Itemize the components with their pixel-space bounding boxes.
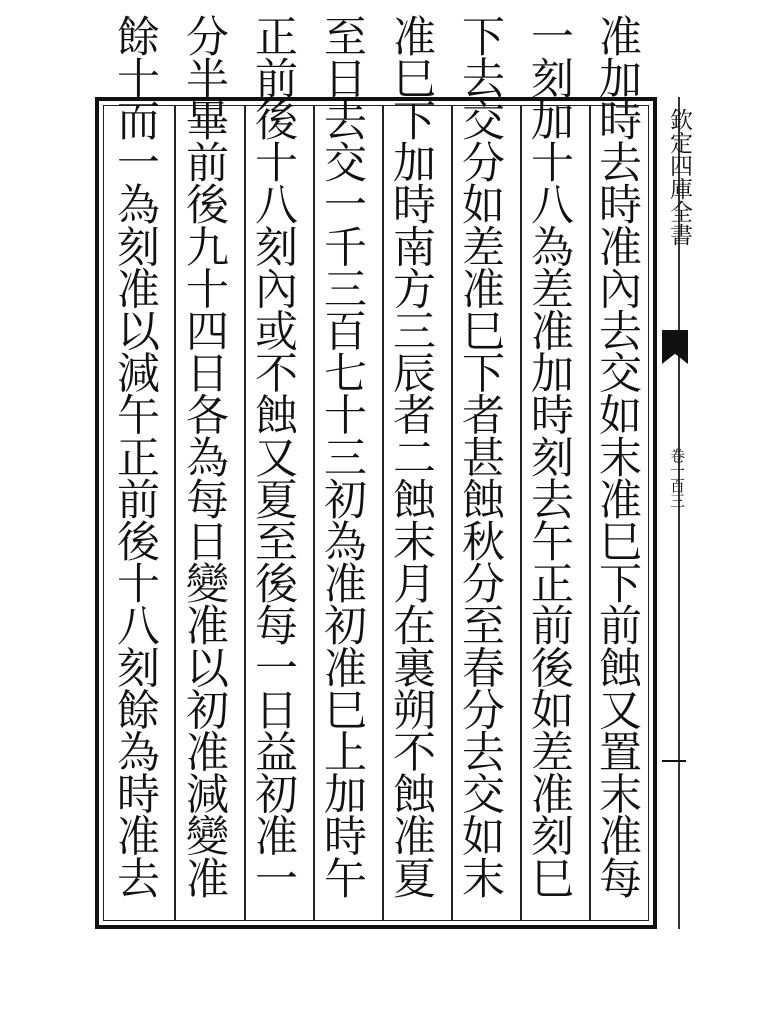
- text-column-5: 至日去交一千三百七十三初為准初准巳上加時午: [317, 14, 367, 899]
- text-column-3: 下去交分如差准巳下者甚蝕秋分至春分去交如末: [455, 14, 505, 899]
- column-rule: [174, 106, 176, 920]
- text-column-1: 准加時去時准內去交如末准巳下前蝕又置末准每: [592, 14, 642, 899]
- margin-tick: [662, 760, 686, 762]
- margin-volume-label: 卷一百三: [668, 448, 686, 508]
- text-column-7: 分半畢前後九十四日各為每日變准以初准減變准: [179, 14, 229, 899]
- text-column-4: 准巳下加時南方三辰者二蝕末月在裏朔不蝕准夏: [386, 14, 436, 899]
- text-column-6: 正前後十八刻內或不蝕又夏至後每一日益初准一: [248, 14, 298, 899]
- text-column-8: 餘十而一為刻准以減午正前後十八刻餘為時准去: [110, 14, 160, 899]
- margin-book-title: 欽定四庫全書: [666, 108, 692, 246]
- text-column-2: 一刻加十八為差准加時刻去午正前後如差准刻巳: [524, 14, 574, 899]
- fish-tail-mark: [662, 330, 688, 364]
